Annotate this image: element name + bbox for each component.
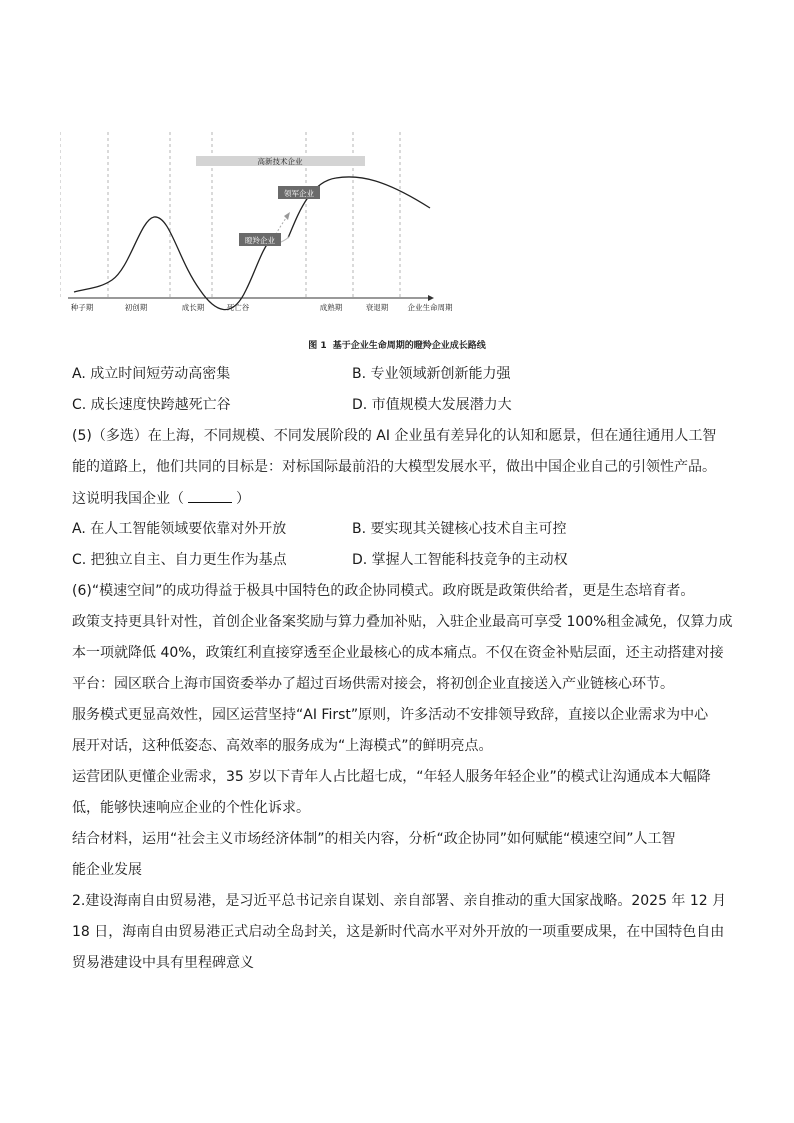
question-5-stem-post: ） — [236, 491, 250, 507]
question-6-text: 政策支持更具针对性，首创企业备案奖励与算力叠加补贴，入驻企业最高可享受 100%租金减免，仅算力成 — [72, 614, 733, 630]
question-5-stem — [72, 488, 250, 509]
figure-caption-text: 基于企业生命周期的瞪羚企业成长路线 — [332, 341, 486, 351]
option-b: B. 要实现其关键核心技术自主可控 — [352, 521, 567, 537]
figure-caption — [0, 338, 794, 351]
stage-label: 企业生命周期 — [407, 303, 453, 312]
leader-label: 领军企业 — [284, 189, 314, 198]
answer-blank[interactable] — [188, 488, 232, 503]
stage-label: 成熟期 — [319, 303, 343, 312]
question-6-text: 平台：园区联合上海市国资委举办了超过百场供需对接会，将初创企业直接送入产业链核心环节。 — [72, 676, 674, 692]
question-6-text: 能企业发展 — [72, 862, 142, 878]
question-6-text: 运营团队更懂企业需求，35 岁以下青年人占比超七成，“年轻人服务年轻企业”的模式让沟通成本大幅降 — [72, 769, 711, 785]
option-a: A. 成立时间短劳动高密集 — [72, 366, 231, 382]
stage-label: 成长期 — [181, 303, 205, 312]
lifecycle-curve-lower — [74, 217, 272, 310]
stage-label: 种子期 — [70, 303, 94, 312]
question-6-text: 本一项就降低 40%，政策红利直接穿透至企业最核心的成本痛点。不仅在资金补贴层面，还主动搭建对接 — [72, 645, 724, 661]
question-5-stem-pre: 这说明我国企业（ — [72, 491, 184, 507]
option-d: D. 掌握人工智能科技竞争的主动权 — [352, 552, 568, 568]
question-6-text: (6)“模速空间”的成功得益于极具中国特色的政企协同模式。政府既是政策供给者，更是生态培育者。 — [72, 583, 695, 599]
gazelle-label: 瞪羚企业 — [245, 236, 275, 245]
question-2-text: 贸易港建设中具有里程碑意义 — [72, 955, 254, 971]
question-2-text: 2.建设海南自由贸易港，是习近平总书记亲自谋划、亲自部署、亲自推动的重大国家战略。2025 年 12 月 — [72, 893, 727, 909]
stage-label: 初创期 — [124, 303, 148, 312]
option-a: A. 在人工智能领域要依靠对外开放 — [72, 521, 287, 537]
option-d: D. 市值规模大发展潜力大 — [352, 397, 512, 413]
lifecycle-figure — [60, 120, 480, 330]
figure-number: 图 1 — [308, 341, 327, 351]
question-5-text: (5)（多选）在上海，不同规模、不同发展阶段的 AI 企业虽有差异化的认知和愿景，但在通往通用人工智 — [72, 428, 717, 444]
question-6-text: 服务模式更显高效性，园区运营坚持“AI First”原则，许多活动不安排领导致辞，直接以企业需求为中心 — [72, 707, 709, 723]
question-6-text: 低，能够快速响应企业的个性化诉求。 — [72, 800, 310, 816]
question-2-text: 18 日，海南自由贸易港正式启动全岛封关，这是新时代高水平对外开放的一项重要成果，在中国特色自由 — [72, 924, 725, 940]
question-5-text: 能的道路上，他们共同的目标是：对标国际最前沿的大模型发展水平，做出中国企业自己的引领性产品。 — [72, 459, 716, 475]
x-axis-arrow — [428, 295, 434, 301]
high-tech-label: 高新技术企业 — [257, 157, 303, 166]
option-c: C. 成长速度快跨越死亡谷 — [72, 397, 231, 413]
stage-label: 衰退期 — [365, 303, 389, 312]
question-6-text: 展开对话，这种低姿态、高效率的服务成为“上海模式”的鲜明亮点。 — [72, 738, 493, 754]
option-b: B. 专业领域新创新能力强 — [352, 366, 511, 382]
question-6-text: 结合材料，运用“社会主义市场经济体制”的相关内容，分析“政企协同”如何赋能“模速空间”人工智 — [72, 831, 676, 847]
stage-label: 死亡谷 — [226, 303, 250, 312]
option-c: C. 把独立自主、自力更生作为基点 — [72, 552, 287, 568]
